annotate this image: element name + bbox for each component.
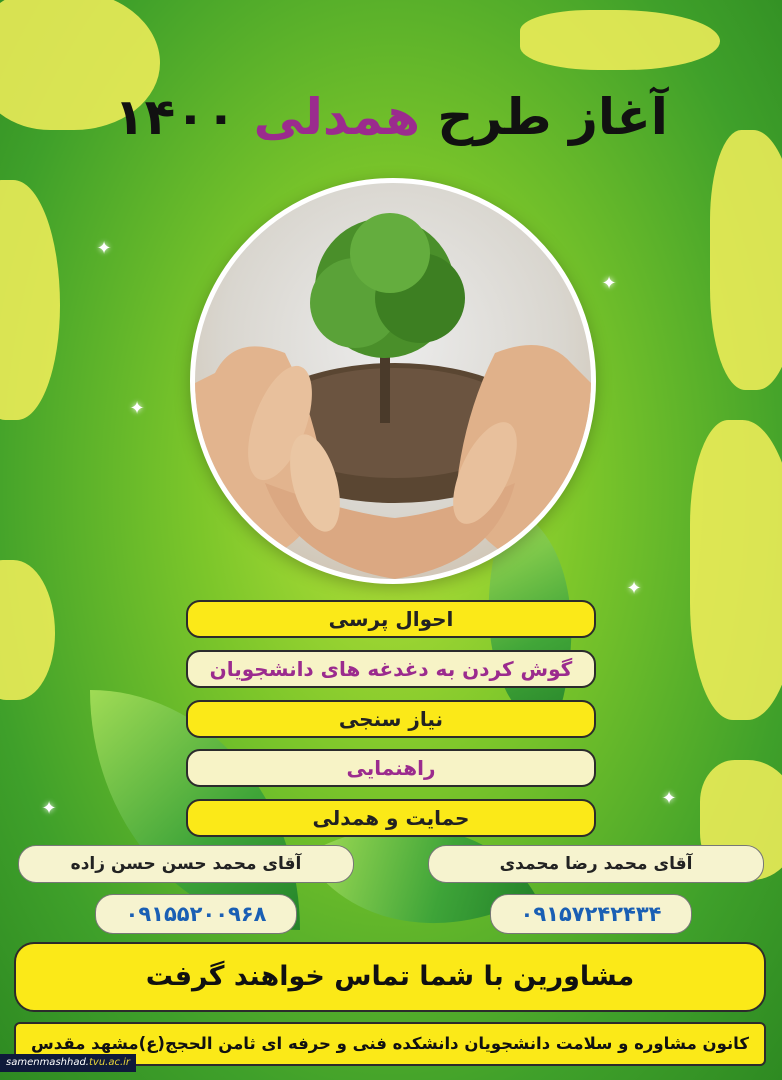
yellow-splash-decoration (690, 420, 782, 720)
poster-title (0, 88, 782, 146)
watermark-accent: tvu.ac.ir (88, 1057, 131, 1068)
title-year: ۱۴۰۰ (114, 88, 237, 146)
sparkle-icon: ✦ (96, 238, 112, 259)
sparkle-icon: ✦ (129, 398, 145, 419)
organization-footer: کانون مشاوره و سلامت دانشجویان دانشکده فنی و حرفه ای ثامن الحجج(ع)مشهد مقدس (14, 1022, 766, 1066)
site-watermark (0, 1054, 136, 1072)
contact-phone-left[interactable]: ۰۹۱۵۵۲۰۰۹۶۸ (95, 894, 297, 934)
contact-name-right: آقای محمد رضا محمدی (428, 845, 764, 883)
yellow-splash-decoration (0, 560, 55, 700)
service-item-needs-assessment: نیاز سنجی (186, 700, 596, 738)
callback-banner: مشاورین با شما تماس خواهند گرفت (14, 942, 766, 1012)
service-item-support: حمایت و همدلی (186, 799, 596, 837)
watermark-text: samenmashhad. (6, 1057, 89, 1068)
sparkle-icon: ✦ (41, 798, 57, 819)
yellow-splash-decoration (0, 180, 60, 420)
yellow-splash-decoration (520, 10, 720, 70)
hands-holding-tree-icon (195, 183, 591, 579)
sparkle-icon: ✦ (661, 788, 677, 809)
contact-phone-right[interactable]: ۰۹۱۵۷۲۴۲۴۳۴ (490, 894, 692, 934)
title-accent: همدلی (253, 88, 420, 146)
title-prefix: آغاز طرح (437, 88, 668, 146)
sparkle-icon: ✦ (626, 578, 642, 599)
hands-holding-tree-photo (190, 178, 596, 584)
service-item-listening: گوش کردن به دغدغه های دانشجویان (186, 650, 596, 688)
sparkle-icon: ✦ (601, 273, 617, 294)
contact-name-left: آقای محمد حسن حسن زاده (18, 845, 354, 883)
yellow-splash-decoration (710, 130, 782, 390)
service-item-greeting: احوال پرسی (186, 600, 596, 638)
service-item-guidance: راهنمایی (186, 749, 596, 787)
